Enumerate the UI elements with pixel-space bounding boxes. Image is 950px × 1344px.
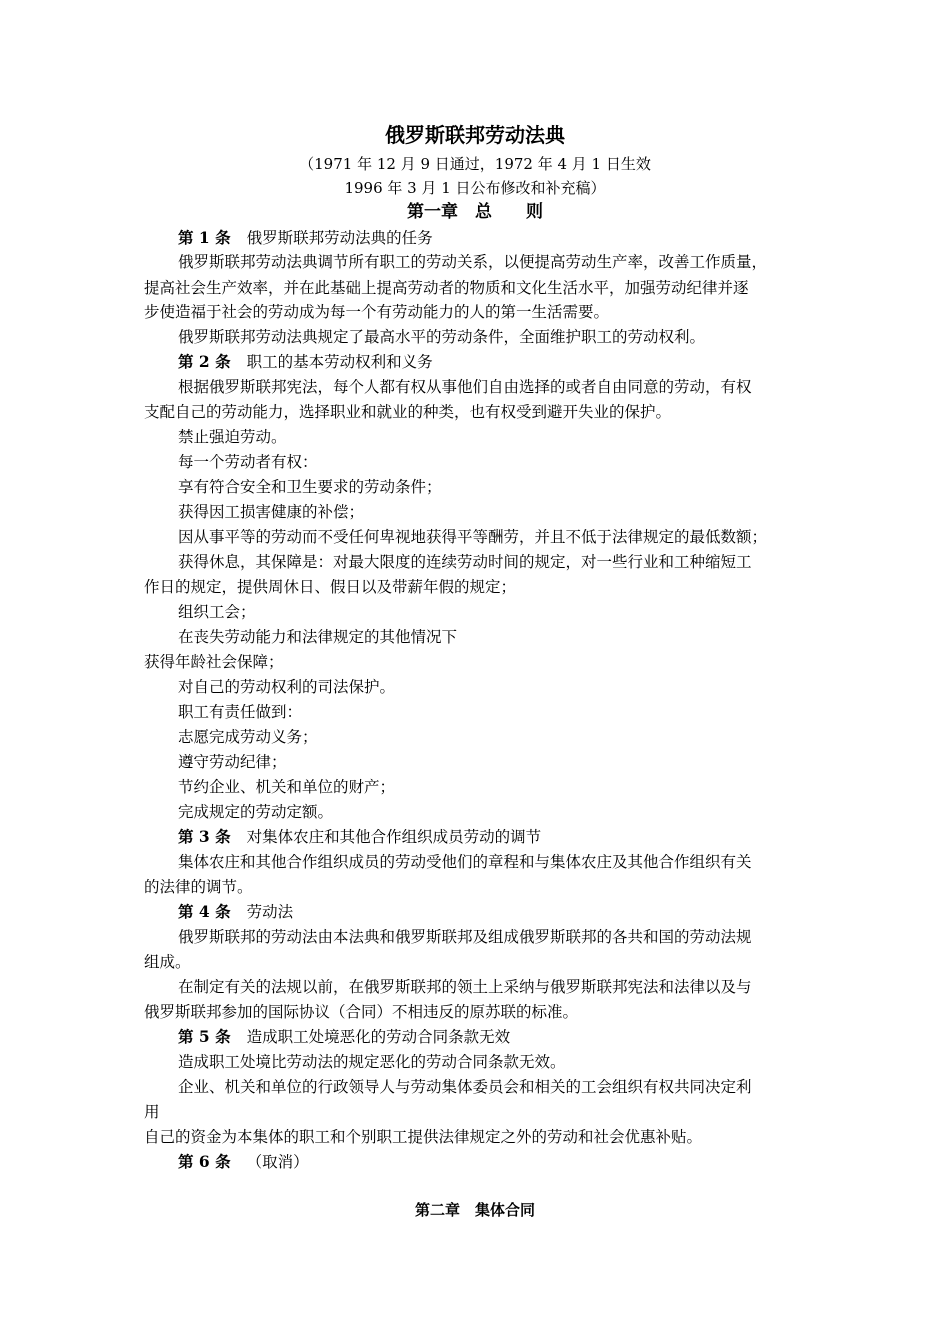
paragraph-line: 获得因工损害健康的补偿； — [178, 503, 365, 521]
paragraph-line: 在丧失劳动能力和法律规定的其他情况下 — [178, 628, 458, 646]
article-number: 第 1 条 — [178, 228, 231, 247]
paragraph-line: 作日的规定，提供周休日、假日以及带薪年假的规定； — [144, 578, 517, 596]
document-subtitle-line1: （1971 年 12 月 9 日通过，1972 年 4 月 1 日生效 — [299, 155, 651, 173]
article-1-heading — [178, 228, 433, 248]
paragraph-line: 获得休息，其保障是：对最大限度的连续劳动时间的规定，对一些行业和工种缩短工 — [178, 553, 752, 571]
article-number: 第 3 条 — [178, 827, 231, 846]
paragraph-line: 俄罗斯联邦参加的国际协议（合同）不相违反的原苏联的标准。 — [144, 1003, 579, 1021]
paragraph-line: 组织工会； — [178, 603, 256, 621]
paragraph-line: 步使造福于社会的劳动成为每一个有劳动能力的人的第一生活需要。 — [144, 303, 610, 321]
paragraph-line: 提高社会生产效率，并在此基础上提高劳动者的物质和文化生活水平，加强劳动纪律并逐 — [144, 279, 749, 297]
article-2-heading — [178, 352, 433, 372]
document-subtitle-line2: 1996 年 3 月 1 日公布修改和补充稿） — [344, 179, 606, 197]
article-title: 职工的基本劳动权利和义务 — [246, 353, 433, 371]
paragraph-line: 集体农庄和其他合作组织成员的劳动受他们的章程和与集体农庄及其他合作组织有关 — [178, 853, 752, 871]
paragraph-line: 因从事平等的劳动而不受任何卑视地获得平等酬劳，并且不低于法律规定的最低数额； — [178, 528, 768, 546]
paragraph-line: 支配自己的劳动能力，选择职业和就业的种类，也有权受到避开失业的保护。 — [144, 403, 672, 421]
article-number: 第 2 条 — [178, 352, 231, 371]
article-number: 第 4 条 — [178, 902, 231, 921]
paragraph-line: 职工有责任做到： — [178, 703, 303, 721]
chapter-1-heading: 第一章 总 则 — [407, 202, 543, 222]
paragraph-line: 根据俄罗斯联邦宪法，每个人都有权从事他们自由选择的或者自由同意的劳动，有权 — [178, 378, 752, 396]
paragraph-line: 企业、机关和单位的行政领导人与劳动集体委员会和相关的工会组织有权共同决定利 — [178, 1078, 752, 1096]
paragraph-line: 完成规定的劳动定额。 — [178, 803, 334, 821]
article-title: 俄罗斯联邦劳动法典的任务 — [246, 229, 433, 247]
paragraph-line: 自己的资金为本集体的职工和个别职工提供法律规定之外的劳动和社会优惠补贴。 — [144, 1128, 703, 1146]
paragraph-line: 在制定有关的法规以前，在俄罗斯联邦的领土上采纳与俄罗斯联邦宪法和法律以及与 — [178, 978, 752, 996]
article-title: 造成职工处境恶化的劳动合同条款无效 — [246, 1028, 511, 1046]
paragraph-line: 造成职工处境比劳动法的规定恶化的劳动合同条款无效。 — [178, 1053, 566, 1071]
paragraph-line: 每一个劳动者有权： — [178, 453, 318, 471]
paragraph-line: 俄罗斯联邦的劳动法由本法典和俄罗斯联邦及组成俄罗斯联邦的各共和国的劳动法规 — [178, 928, 752, 946]
paragraph-line: 享有符合安全和卫生要求的劳动条件； — [178, 478, 442, 496]
article-title: （取消） — [246, 1153, 309, 1171]
paragraph-line: 获得年龄社会保障； — [144, 653, 284, 671]
article-3-heading — [178, 827, 541, 847]
article-title: 对集体农庄和其他合作组织成员劳动的调节 — [246, 828, 542, 846]
paragraph-line: 节约企业、机关和单位的财产； — [178, 778, 396, 796]
article-number: 第 6 条 — [178, 1152, 231, 1171]
paragraph-line: 的法律的调节。 — [144, 878, 253, 896]
paragraph-line: 志愿完成劳动义务； — [178, 728, 318, 746]
paragraph-line: 对自己的劳动权利的司法保护。 — [178, 678, 396, 696]
paragraph-line: 俄罗斯联邦劳动法典调节所有职工的劳动关系，以便提高劳动生产率，改善工作质量， — [178, 253, 768, 271]
article-5-heading — [178, 1027, 510, 1047]
article-4-heading — [178, 902, 293, 922]
article-title: 劳动法 — [246, 903, 294, 921]
paragraph-line: 遵守劳动纪律； — [178, 753, 287, 771]
article-6-heading — [178, 1152, 309, 1172]
chapter-2-heading: 第二章 集体合同 — [414, 1201, 535, 1219]
document-title: 俄罗斯联邦劳动法典 — [385, 123, 565, 147]
paragraph-line: 用 — [144, 1103, 160, 1121]
paragraph-line: 组成。 — [144, 953, 191, 971]
paragraph-line: 俄罗斯联邦劳动法典规定了最高水平的劳动条件，全面维护职工的劳动权利。 — [178, 328, 706, 346]
paragraph-line: 禁止强迫劳动。 — [178, 428, 287, 446]
article-number: 第 5 条 — [178, 1027, 231, 1046]
